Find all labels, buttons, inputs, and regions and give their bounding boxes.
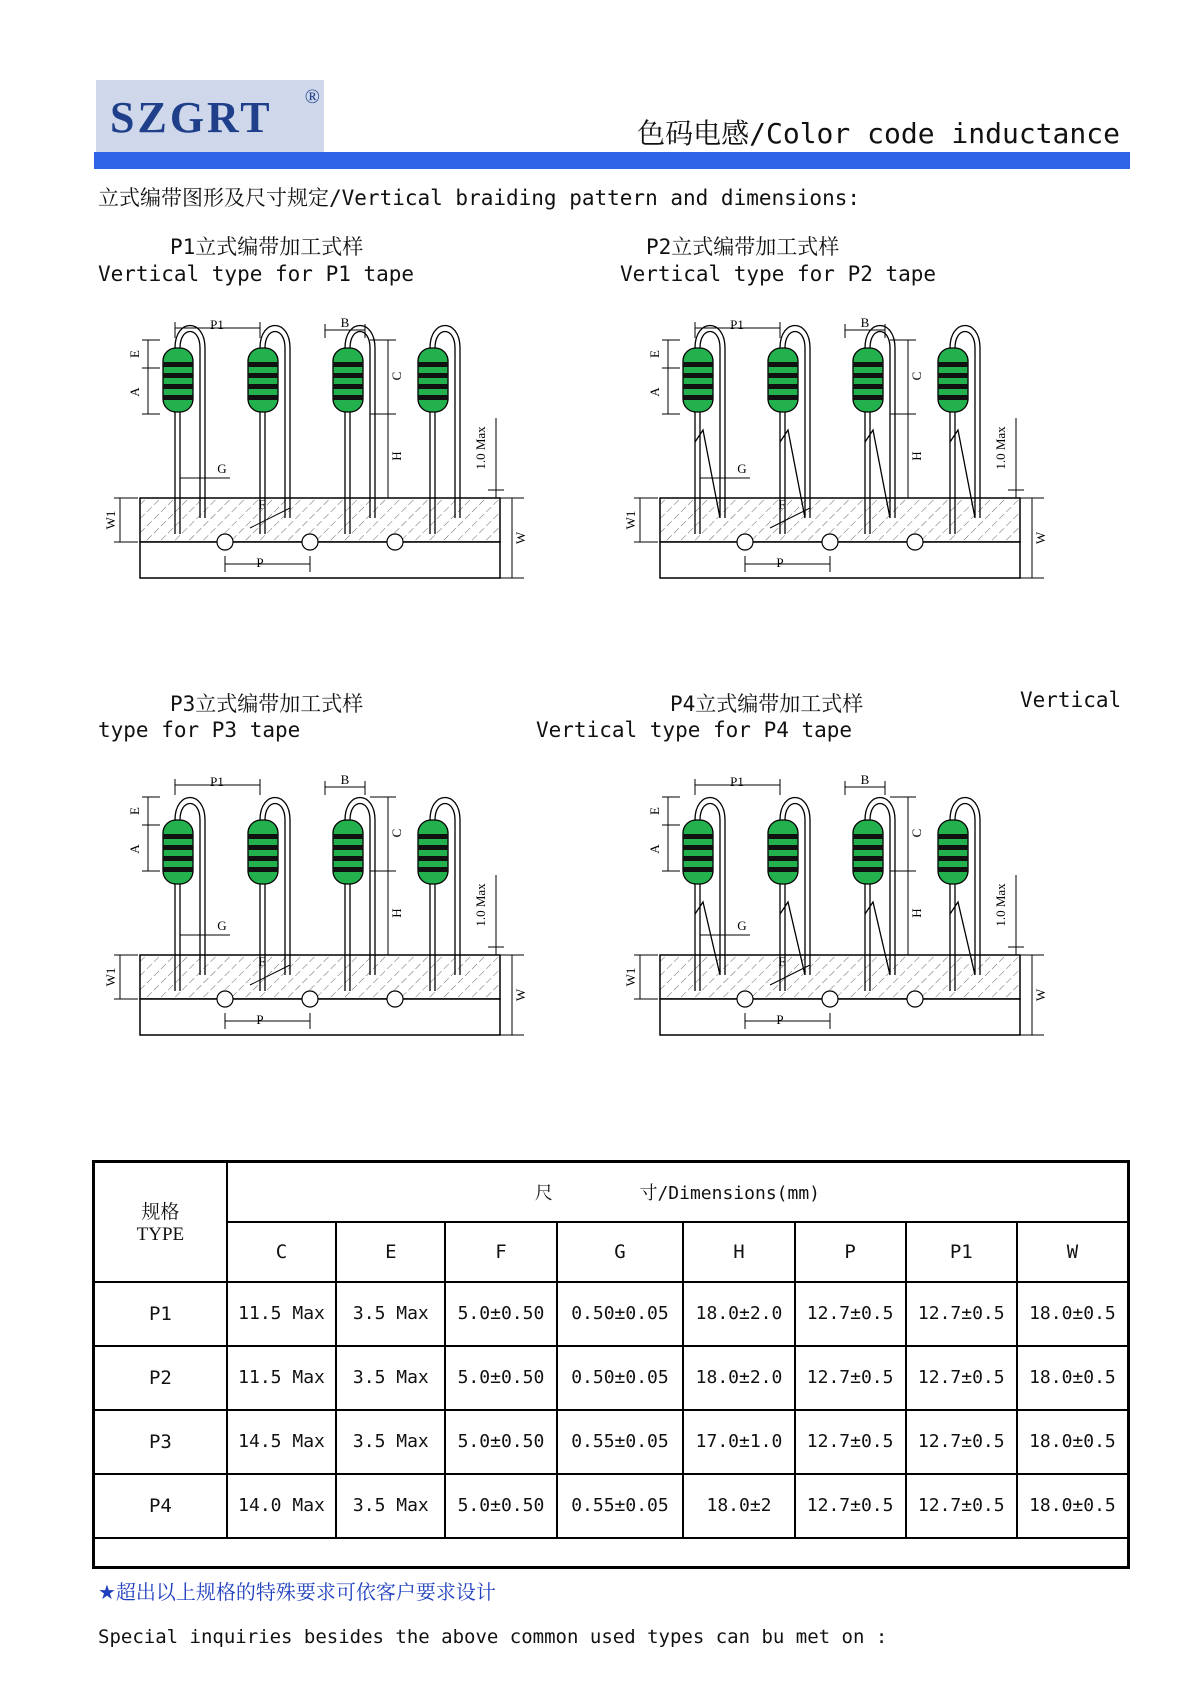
dim-label-c: C bbox=[388, 371, 404, 381]
table-cell: 3.5 Max bbox=[336, 1346, 445, 1410]
sprocket-hole bbox=[217, 991, 233, 1007]
table-cell: 12.7±0.5 bbox=[795, 1474, 906, 1538]
dim-label-c: C bbox=[388, 828, 404, 838]
sprocket-hole bbox=[302, 534, 318, 550]
dim-label-p1: P1 bbox=[730, 775, 744, 789]
tape-hatched-strip bbox=[660, 498, 1020, 542]
dim-label-f: F bbox=[258, 496, 266, 512]
dim-label-b: B bbox=[860, 775, 870, 787]
tape-carrier bbox=[140, 542, 500, 578]
registered-mark: ® bbox=[304, 86, 320, 108]
dim-label-a: A bbox=[126, 844, 142, 854]
dim-label-h: H bbox=[908, 908, 924, 918]
dimensions-header: 尺 寸/Dimensions(mm) bbox=[227, 1162, 1129, 1222]
company-logo bbox=[96, 80, 324, 152]
column-header: E bbox=[336, 1222, 445, 1282]
dim-label-f: F bbox=[778, 496, 786, 512]
dim-label-p1: P1 bbox=[730, 318, 744, 332]
p2-title-cn: P2立式编带加工式样 bbox=[646, 235, 840, 259]
dim-label-max: 1.0 Max bbox=[472, 883, 488, 927]
table-cell: 0.55±0.05 bbox=[557, 1410, 684, 1474]
dim-label-b: B bbox=[340, 775, 350, 787]
sprocket-hole bbox=[387, 534, 403, 550]
p3-tape-diagram bbox=[100, 775, 560, 1069]
dimensions-table bbox=[92, 1160, 1130, 1569]
table-cell: 3.5 Max bbox=[336, 1410, 445, 1474]
column-header: W bbox=[1017, 1222, 1129, 1282]
column-header: F bbox=[445, 1222, 556, 1282]
section-heading: 立式编带图形及尺寸规定/Vertical braiding pattern and dimensions: bbox=[98, 186, 861, 210]
sprocket-hole bbox=[302, 991, 318, 1007]
dim-label-w1: W1 bbox=[102, 967, 118, 987]
p3-title-en: type for P3 tape bbox=[98, 718, 301, 742]
table-cell: 5.0±0.50 bbox=[445, 1410, 556, 1474]
table-cell: 12.7±0.5 bbox=[795, 1346, 906, 1410]
dim-label-p1: P1 bbox=[210, 318, 224, 332]
type-header bbox=[94, 1162, 227, 1282]
table-cell: 5.0±0.50 bbox=[445, 1474, 556, 1538]
p2-title-en: Vertical type for P2 tape bbox=[620, 262, 937, 286]
table-cell: 11.5 Max bbox=[227, 1346, 337, 1410]
sprocket-hole bbox=[907, 991, 923, 1007]
dim-label-h: H bbox=[388, 908, 404, 918]
dim-label-g: G bbox=[737, 917, 747, 933]
sprocket-hole bbox=[217, 534, 233, 550]
column-header: P1 bbox=[906, 1222, 1017, 1282]
table-cell: 18.0±2 bbox=[683, 1474, 794, 1538]
dim-label-a: A bbox=[646, 387, 662, 397]
sprocket-hole bbox=[387, 991, 403, 1007]
dim-label-f: F bbox=[258, 953, 266, 969]
table-row bbox=[94, 1346, 1129, 1410]
tape-carrier bbox=[140, 999, 500, 1035]
dim-label-g: G bbox=[217, 460, 227, 476]
table-cell: 11.5 Max bbox=[227, 1282, 337, 1346]
tape-hatched-strip bbox=[140, 498, 500, 542]
dim-label-max: 1.0 Max bbox=[992, 883, 1008, 927]
sprocket-hole bbox=[822, 534, 838, 550]
tape-carrier bbox=[660, 542, 1020, 578]
dim-label-b: B bbox=[860, 318, 870, 330]
table-cell: 12.7±0.5 bbox=[906, 1474, 1017, 1538]
sprocket-hole bbox=[737, 534, 753, 550]
dim-label-e: E bbox=[646, 807, 662, 815]
table-cell: 3.5 Max bbox=[336, 1474, 445, 1538]
table-cell: 5.0±0.50 bbox=[445, 1346, 556, 1410]
dim-label-max: 1.0 Max bbox=[472, 426, 488, 470]
table-cell: 12.7±0.5 bbox=[795, 1410, 906, 1474]
dim-label-p: P bbox=[256, 554, 264, 570]
special-note-en: Special inquiries besides the above common used types can bu met on : bbox=[98, 1626, 888, 1648]
sprocket-hole bbox=[737, 991, 753, 1007]
row-type: P1 bbox=[94, 1282, 227, 1346]
table-cell: 14.5 Max bbox=[227, 1410, 337, 1474]
dim-label-p: P bbox=[776, 554, 784, 570]
column-header: P bbox=[795, 1222, 906, 1282]
dim-label-e: E bbox=[646, 350, 662, 358]
table-cell: 3.5 Max bbox=[336, 1282, 445, 1346]
p4-title-cn: P4立式编带加工式样 bbox=[670, 692, 864, 716]
logo-text: SZGRT bbox=[110, 93, 273, 142]
dim-label-p1: P1 bbox=[210, 775, 224, 789]
table-cell: 18.0±0.5 bbox=[1017, 1474, 1129, 1538]
table-cell: 14.0 Max bbox=[227, 1474, 337, 1538]
column-header: G bbox=[557, 1222, 684, 1282]
dim-label-a: A bbox=[126, 387, 142, 397]
p1-tape-diagram bbox=[100, 318, 560, 612]
tape-hatched-strip bbox=[140, 955, 500, 999]
column-header: C bbox=[227, 1222, 337, 1282]
table-cell: 12.7±0.5 bbox=[795, 1282, 906, 1346]
type-label-en: TYPE bbox=[136, 1224, 185, 1246]
p2-tape-diagram bbox=[620, 318, 1080, 612]
tape-drawing bbox=[100, 775, 560, 1065]
empty-footer-row bbox=[94, 1538, 1129, 1568]
dim-label-h: H bbox=[388, 451, 404, 461]
dim-label-g: G bbox=[217, 917, 227, 933]
tape-hatched-strip bbox=[660, 955, 1020, 999]
sprocket-hole bbox=[822, 991, 838, 1007]
p3-title-extra: Vertical bbox=[1020, 688, 1122, 712]
dim-label-w1: W1 bbox=[622, 510, 638, 530]
special-note-cn: ★超出以上规格的特殊要求可依客户要求设计 bbox=[98, 1580, 496, 1604]
row-type: P4 bbox=[94, 1474, 227, 1538]
table-cell: 18.0±0.5 bbox=[1017, 1410, 1129, 1474]
dim-label-c: C bbox=[908, 828, 924, 838]
dim-label-g: G bbox=[737, 460, 747, 476]
dim-label-b: B bbox=[340, 318, 350, 330]
header-rule bbox=[94, 152, 1130, 169]
column-header-row bbox=[94, 1222, 1129, 1282]
p3-title-cn: P3立式编带加工式样 bbox=[170, 692, 364, 716]
document-title: 色码电感/Color code inductance bbox=[637, 117, 1120, 150]
dim-label-p: P bbox=[256, 1011, 264, 1027]
row-type: P3 bbox=[94, 1410, 227, 1474]
dim-label-a: A bbox=[646, 844, 662, 854]
tape-drawing bbox=[620, 775, 1080, 1065]
tape-drawing bbox=[620, 318, 1080, 608]
table-cell: 18.0±2.0 bbox=[683, 1282, 794, 1346]
table-cell: 5.0±0.50 bbox=[445, 1282, 556, 1346]
table-row bbox=[94, 1474, 1129, 1538]
dim-label-f: F bbox=[778, 953, 786, 969]
tape-drawing bbox=[100, 318, 560, 608]
row-type: P2 bbox=[94, 1346, 227, 1410]
dim-label-w: W bbox=[512, 531, 528, 545]
table-row bbox=[94, 1282, 1129, 1346]
table-cell: 12.7±0.5 bbox=[906, 1410, 1017, 1474]
dim-label-max: 1.0 Max bbox=[992, 426, 1008, 470]
dim-label-w1: W1 bbox=[102, 510, 118, 530]
dim-label-w1: W1 bbox=[622, 967, 638, 987]
table-cell: 0.55±0.05 bbox=[557, 1474, 684, 1538]
p4-title-en: Vertical type for P4 tape bbox=[536, 718, 853, 742]
dim-label-w: W bbox=[1032, 988, 1048, 1002]
p1-title-en: Vertical type for P1 tape bbox=[98, 262, 415, 286]
table-cell: 12.7±0.5 bbox=[906, 1346, 1017, 1410]
table-row bbox=[94, 1410, 1129, 1474]
table-cell: 0.50±0.05 bbox=[557, 1282, 684, 1346]
table-cell: 18.0±2.0 bbox=[683, 1346, 794, 1410]
dim-label-w: W bbox=[512, 988, 528, 1002]
sprocket-hole bbox=[907, 534, 923, 550]
table-cell: 12.7±0.5 bbox=[906, 1282, 1017, 1346]
p1-title-cn: P1立式编带加工式样 bbox=[170, 235, 364, 259]
dim-label-c: C bbox=[908, 371, 924, 381]
tape-carrier bbox=[660, 999, 1020, 1035]
p4-tape-diagram bbox=[620, 775, 1080, 1069]
table-cell: 18.0±0.5 bbox=[1017, 1346, 1129, 1410]
table-cell: 17.0±1.0 bbox=[683, 1410, 794, 1474]
dim-label-p: P bbox=[776, 1011, 784, 1027]
dim-label-w: W bbox=[1032, 531, 1048, 545]
dim-label-h: H bbox=[908, 451, 924, 461]
dim-label-e: E bbox=[126, 350, 142, 358]
table-cell: 18.0±0.5 bbox=[1017, 1282, 1129, 1346]
table-cell: 0.50±0.05 bbox=[557, 1346, 684, 1410]
dim-label-e: E bbox=[126, 807, 142, 815]
column-header: H bbox=[683, 1222, 794, 1282]
type-label-cn: 规格 bbox=[141, 1202, 180, 1224]
